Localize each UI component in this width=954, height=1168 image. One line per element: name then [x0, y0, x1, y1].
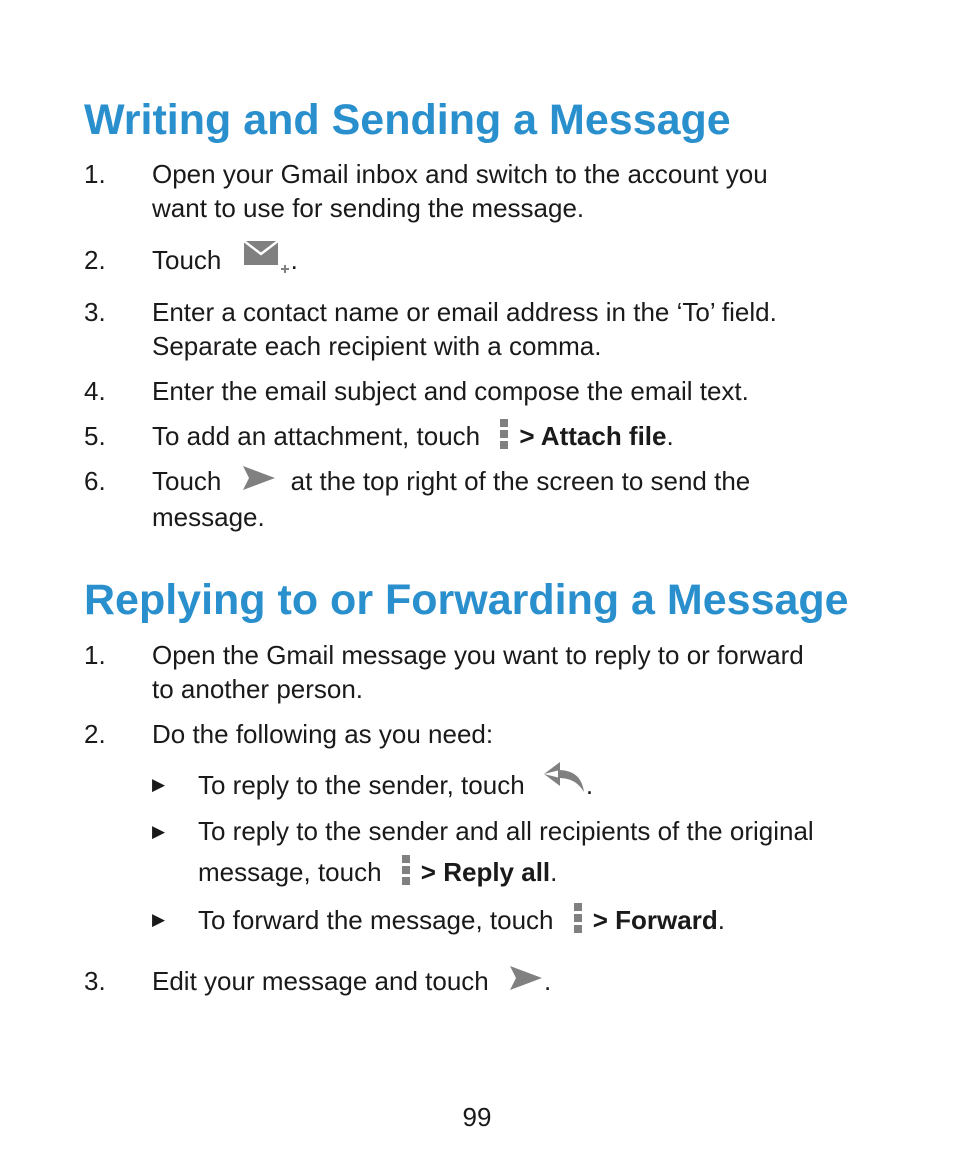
step-number: 6. — [84, 466, 106, 496]
step-text: Open your Gmail inbox and switch to the account you — [152, 159, 768, 189]
step-text: To add an attachment, touch — [152, 421, 481, 451]
step-text: Touch — [152, 466, 222, 496]
menu-option: > Attach file — [519, 421, 667, 451]
step-text: Open the Gmail message you want to reply to or forward — [152, 640, 804, 670]
section-title-writing: Writing and Sending a Message — [84, 96, 731, 144]
overflow-menu-icon — [401, 853, 411, 887]
step-text: Edit your message and touch — [152, 966, 489, 996]
bullet-text-end: . — [717, 905, 725, 935]
step-number: 2. — [84, 719, 106, 749]
step-text: want to use for sending the message. — [152, 193, 585, 223]
overflow-menu-icon — [573, 901, 583, 935]
menu-option: > Forward — [592, 905, 718, 935]
bullet-text: To reply to the sender and all recipients of the original — [198, 816, 814, 846]
step-number: 1. — [84, 159, 106, 189]
step-number: 5. — [84, 421, 106, 451]
step-text-end: . — [666, 421, 674, 451]
step-number: 3. — [84, 966, 106, 996]
reply-icon — [542, 760, 586, 798]
step-text: Separate each recipient with a comma. — [152, 331, 602, 361]
step-text: Enter the email subject and compose the email text. — [152, 376, 749, 406]
compose-mail-icon — [241, 239, 291, 273]
step-text: Touch — [152, 245, 222, 275]
step-text-end: . — [290, 245, 298, 275]
step-text: Enter a contact name or email address in the ‘To’ field. — [152, 297, 777, 327]
step-text: message. — [152, 502, 265, 533]
step-text: to another person. — [152, 674, 364, 704]
bullet-marker: ▶ — [152, 775, 166, 794]
section-title-replying: Replying to or Forwarding a Message — [84, 576, 849, 624]
send-icon — [241, 462, 277, 496]
step-number: 1. — [84, 640, 106, 670]
overflow-menu-icon — [499, 417, 509, 451]
page-number: 99 — [462, 1102, 492, 1132]
send-icon — [508, 962, 544, 996]
bullet-text-end: . — [585, 770, 594, 800]
step-text-end: . — [544, 966, 552, 996]
step-number: 4. — [84, 376, 106, 406]
bullet-text-end: . — [550, 857, 558, 887]
step-number: 2. — [84, 245, 106, 275]
bullet-text: To forward the message, touch — [198, 905, 554, 935]
bullet-text: To reply to the sender, touch — [198, 770, 525, 800]
bullet-marker: ▶ — [152, 822, 166, 841]
menu-option: > Reply all — [420, 857, 551, 887]
bullet-marker: ▶ — [152, 910, 166, 929]
step-text: Do the following as you need: — [152, 719, 494, 749]
step-text: at the top right of the screen to send the — [290, 466, 751, 496]
step-number: 3. — [84, 297, 106, 327]
bullet-text: message, touch — [198, 857, 382, 887]
